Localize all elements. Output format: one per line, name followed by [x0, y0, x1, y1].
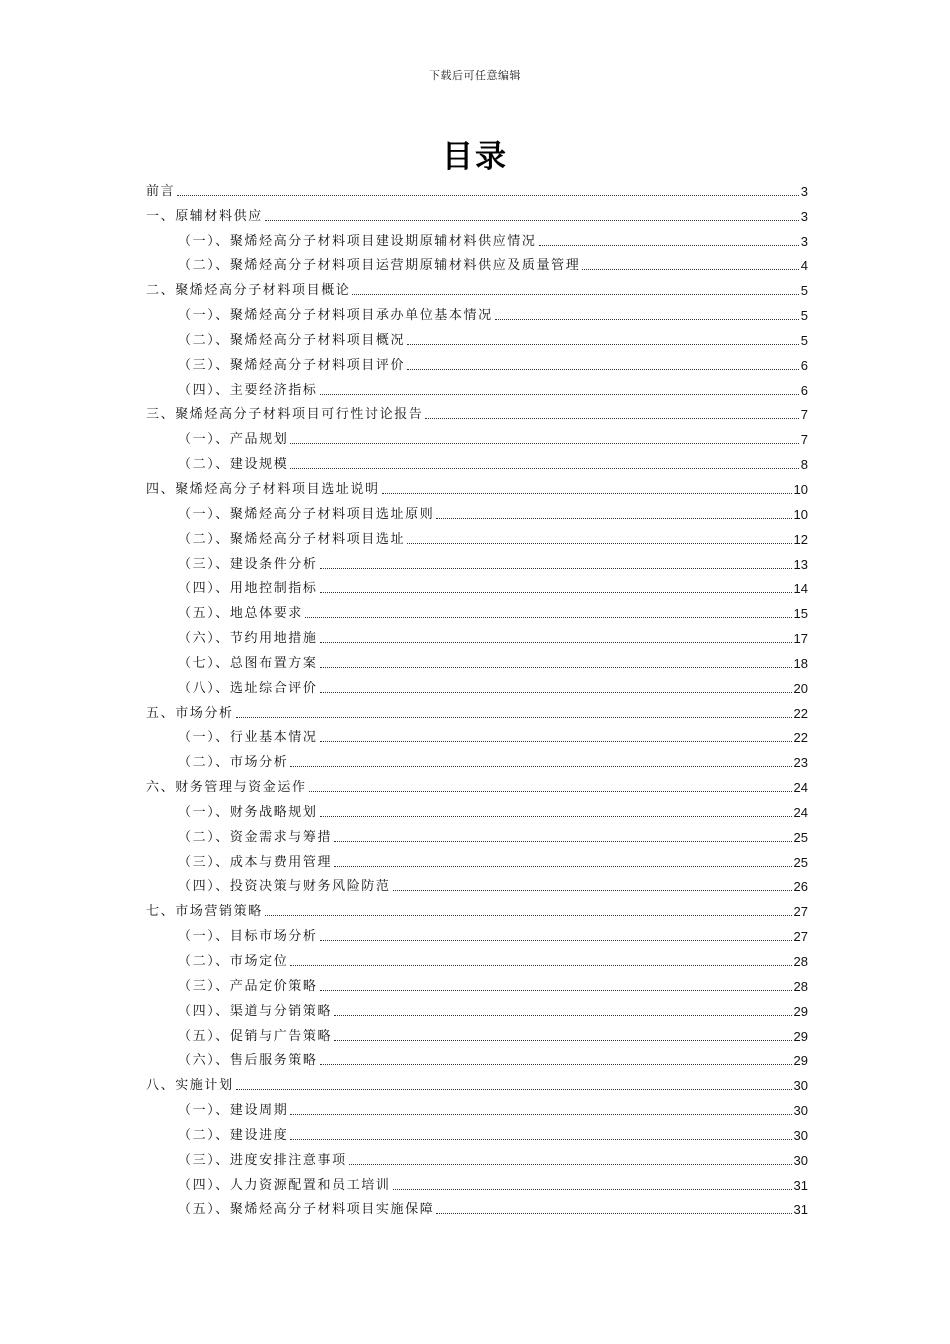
toc-entry-label: （一）、产品规划: [178, 432, 289, 448]
toc-entry-label: （四）、用地控制指标: [178, 581, 318, 597]
toc-entry-page-number: 31: [793, 1177, 808, 1193]
toc-leader-dots: [425, 418, 798, 419]
toc-leader-dots: [320, 568, 792, 569]
toc-entry[interactable]: [146, 920, 808, 945]
toc-entry-page-number: 26: [793, 879, 808, 895]
toc-entry[interactable]: [146, 647, 808, 672]
toc-entry-page-number: 17: [793, 631, 808, 647]
toc-entry[interactable]: [146, 1194, 808, 1219]
toc-entry-page-number: 20: [793, 680, 808, 696]
toc-entry-label: （三）、成本与费用管理: [178, 854, 333, 870]
toc-entry-label: （一）、财务战略规划: [178, 804, 318, 820]
toc-entry[interactable]: [146, 274, 808, 299]
toc-entry-page-number: 30: [793, 1103, 808, 1119]
toc-entry[interactable]: [146, 746, 808, 771]
toc-entry-page-number: 18: [793, 655, 808, 671]
toc-entry-label: （五）、促销与广告策略: [178, 1028, 333, 1044]
toc-entry-page-number: 12: [793, 531, 808, 547]
toc-leader-dots: [320, 990, 792, 991]
toc-entry-page-number: 30: [793, 1078, 808, 1094]
toc-entry-label: （二）、聚烯烃高分子材料项目概况: [178, 332, 406, 348]
toc-entry[interactable]: [146, 846, 808, 871]
toc-leader-dots: [236, 717, 792, 718]
toc-entry-page-number: 24: [793, 804, 808, 820]
toc-leader-dots: [320, 940, 792, 941]
toc-entry-label: 一、原辅材料供应: [146, 208, 263, 224]
toc-entry[interactable]: [146, 796, 808, 821]
toc-entry-label: 三、聚烯烃高分子材料项目可行性讨论报告: [146, 407, 424, 423]
toc-entry-label: （八）、选址综合评价: [178, 680, 318, 696]
toc-entry-page-number: 22: [793, 705, 808, 721]
toc-entry[interactable]: [146, 200, 808, 225]
toc-entry-page-number: 14: [793, 581, 808, 597]
toc-entry[interactable]: [146, 399, 808, 424]
toc-leader-dots: [290, 1139, 791, 1140]
toc-leader-dots: [290, 965, 791, 966]
toc-entry[interactable]: [146, 548, 808, 573]
toc-entry-page-number: 31: [793, 1202, 808, 1218]
toc-leader-dots: [320, 642, 792, 643]
toc-leader-dots: [495, 319, 799, 320]
toc-entry-label: （二）、市场定位: [178, 954, 289, 969]
toc-entry-page-number: 13: [793, 556, 808, 572]
toc-leader-dots: [265, 915, 792, 916]
toc-entry[interactable]: [146, 1169, 808, 1194]
toc-entry-label: （一）、行业基本情况: [178, 730, 318, 746]
toc-entry-label: 前言: [146, 183, 176, 199]
toc-entry-label: 四、聚烯烃高分子材料项目选址说明: [146, 481, 380, 497]
toc-leader-dots: [290, 468, 798, 469]
toc-entry-label: （二）、建设进度: [178, 1127, 289, 1143]
toc-entry-label: （七）、总图布置方案: [178, 655, 318, 671]
toc-entry-page-number: 5: [800, 308, 808, 324]
toc-entry[interactable]: [146, 1094, 808, 1119]
toc-entry-page-number: 6: [800, 382, 808, 398]
toc-entry[interactable]: [146, 324, 808, 349]
toc-entry[interactable]: [146, 1069, 808, 1094]
toc-entry[interactable]: [146, 821, 808, 846]
toc-entry-page-number: 29: [793, 1028, 808, 1044]
table-of-contents: [146, 175, 808, 1218]
toc-entry-label: （二）、市场分析: [178, 755, 289, 771]
toc-leader-dots: [320, 692, 792, 693]
toc-entry-page-number: 8: [800, 457, 808, 473]
toc-leader-dots: [334, 866, 791, 867]
toc-entry[interactable]: [146, 523, 808, 548]
toc-entry-label: （二）、聚烯烃高分子材料项目运营期原辅材料供应及质量管理: [178, 258, 581, 274]
toc-entry-page-number: 10: [793, 481, 808, 497]
toc-entry-page-number: 28: [793, 978, 808, 994]
toc-leader-dots: [393, 1189, 792, 1190]
toc-leader-dots: [320, 741, 792, 742]
toc-entry[interactable]: [146, 498, 808, 523]
toc-entry-page-number: 15: [793, 606, 808, 622]
toc-entry[interactable]: [146, 448, 808, 473]
toc-leader-dots: [436, 518, 791, 519]
toc-entry-page-number: 7: [800, 432, 808, 448]
toc-leader-dots: [177, 195, 799, 196]
toc-entry[interactable]: [146, 895, 808, 920]
toc-entry-page-number: 25: [793, 854, 808, 870]
toc-entry-page-number: 6: [800, 357, 808, 373]
toc-entry-label: 七、市场营销策略: [146, 904, 263, 920]
toc-leader-dots: [539, 245, 799, 246]
header-note: 下载后可任意编辑: [429, 69, 521, 82]
toc-entry-page-number: 22: [793, 730, 808, 746]
toc-leader-dots: [290, 766, 791, 767]
toc-entry-label: （四）、渠道与分销策略: [178, 1003, 333, 1019]
toc-entry-label: 六、财务管理与资金运作: [146, 780, 307, 796]
toc-entry-page-number: 28: [793, 954, 808, 969]
toc-entry-label: （一）、聚烯烃高分子材料项目承办单位基本情况: [178, 308, 493, 324]
toc-entry[interactable]: [146, 250, 808, 275]
toc-entry-page-number: 5: [800, 283, 808, 299]
toc-entry[interactable]: [146, 622, 808, 647]
toc-entry-label: （六）、售后服务策略: [178, 1053, 318, 1069]
toc-entry-page-number: 23: [793, 755, 808, 771]
toc-entry[interactable]: [146, 697, 808, 722]
toc-entry-label: （二）、建设规模: [178, 457, 289, 473]
toc-leader-dots: [349, 1164, 792, 1165]
toc-entry-page-number: 29: [793, 1003, 808, 1019]
toc-entry-page-number: 25: [793, 829, 808, 845]
toc-leader-dots: [290, 443, 798, 444]
toc-entry-page-number: 3: [800, 233, 808, 249]
toc-entry-page-number: 29: [793, 1053, 808, 1069]
toc-entry[interactable]: [146, 995, 808, 1020]
toc-entry-label: （一）、建设周期: [178, 1103, 289, 1119]
toc-entry-label: 八、实施计划: [146, 1078, 234, 1094]
toc-entry[interactable]: [146, 970, 808, 995]
toc-entry-page-number: 7: [800, 407, 808, 423]
toc-entry-page-number: 30: [793, 1152, 808, 1168]
toc-entry-label: （四）、投资决策与财务风险防范: [178, 879, 391, 895]
toc-entry-page-number: 30: [793, 1127, 808, 1143]
toc-leader-dots: [320, 592, 792, 593]
toc-entry[interactable]: [146, 1119, 808, 1144]
toc-entry-page-number: 27: [793, 904, 808, 920]
toc-leader-dots: [407, 369, 799, 370]
toc-leader-dots: [334, 841, 791, 842]
toc-entry-label: （二）、聚烯烃高分子材料项目选址: [178, 531, 406, 547]
toc-entry-label: 二、聚烯烃高分子材料项目概论: [146, 283, 351, 299]
toc-entry-label: （一）、聚烯烃高分子材料项目建设期原辅材料供应情况: [178, 233, 537, 249]
toc-leader-dots: [236, 1089, 792, 1090]
toc-entry-page-number: 27: [793, 929, 808, 945]
toc-leader-dots: [582, 269, 798, 270]
toc-entry-label: （三）、聚烯烃高分子材料项目评价: [178, 357, 406, 373]
toc-leader-dots: [320, 667, 792, 668]
toc-entry-label: （二）、资金需求与筹措: [178, 829, 333, 845]
toc-entry[interactable]: [146, 1144, 808, 1169]
toc-leader-dots: [436, 1213, 791, 1214]
toc-leader-dots: [334, 1040, 791, 1041]
toc-entry[interactable]: [146, 945, 808, 970]
toc-leader-dots: [407, 543, 791, 544]
toc-entry-page-number: 4: [800, 258, 808, 274]
toc-entry-label: （一）、聚烯烃高分子材料项目选址原则: [178, 506, 435, 522]
toc-leader-dots: [393, 890, 792, 891]
toc-entry[interactable]: [146, 225, 808, 250]
toc-leader-dots: [320, 816, 792, 817]
toc-entry-label: （三）、建设条件分析: [178, 556, 318, 572]
toc-entry-page-number: 3: [800, 183, 808, 199]
toc-entry[interactable]: [146, 1020, 808, 1045]
toc-entry[interactable]: [146, 374, 808, 399]
toc-entry[interactable]: [146, 672, 808, 697]
toc-entry-page-number: 10: [793, 506, 808, 522]
toc-entry-page-number: 3: [800, 208, 808, 224]
toc-entry-label: （三）、进度安排注意事项: [178, 1152, 347, 1168]
toc-entry[interactable]: [146, 423, 808, 448]
toc-leader-dots: [334, 1015, 791, 1016]
toc-leader-dots: [305, 617, 792, 618]
toc-entry[interactable]: [146, 299, 808, 324]
toc-entry[interactable]: [146, 573, 808, 598]
toc-entry-label: （六）、节约用地措施: [178, 631, 318, 647]
toc-leader-dots: [320, 394, 799, 395]
toc-entry[interactable]: [146, 722, 808, 747]
toc-entry-label: （五）、聚烯烃高分子材料项目实施保障: [178, 1202, 435, 1218]
toc-entry-label: （四）、人力资源配置和员工培训: [178, 1177, 391, 1193]
toc-entry[interactable]: [146, 597, 808, 622]
toc-entry[interactable]: [146, 349, 808, 374]
toc-leader-dots: [352, 294, 798, 295]
toc-entry-page-number: 5: [800, 332, 808, 348]
page-title: 目录: [442, 139, 508, 175]
toc-entry[interactable]: [146, 175, 808, 200]
toc-entry[interactable]: [146, 871, 808, 896]
toc-entry[interactable]: [146, 473, 808, 498]
toc-entry[interactable]: [146, 771, 808, 796]
toc-entry-label: （一）、目标市场分析: [178, 929, 318, 945]
toc-leader-dots: [309, 791, 792, 792]
toc-leader-dots: [407, 344, 799, 345]
toc-entry-label: 五、市场分析: [146, 705, 234, 721]
toc-leader-dots: [382, 493, 792, 494]
toc-entry-label: （三）、产品定价策略: [178, 978, 318, 994]
toc-entry-page-number: 24: [793, 780, 808, 796]
toc-entry-label: （五）、地总体要求: [178, 606, 303, 622]
toc-entry-label: （四）、主要经济指标: [178, 382, 318, 398]
toc-leader-dots: [290, 1114, 791, 1115]
toc-leader-dots: [265, 220, 799, 221]
toc-entry[interactable]: [146, 1045, 808, 1070]
toc-leader-dots: [320, 1064, 792, 1065]
